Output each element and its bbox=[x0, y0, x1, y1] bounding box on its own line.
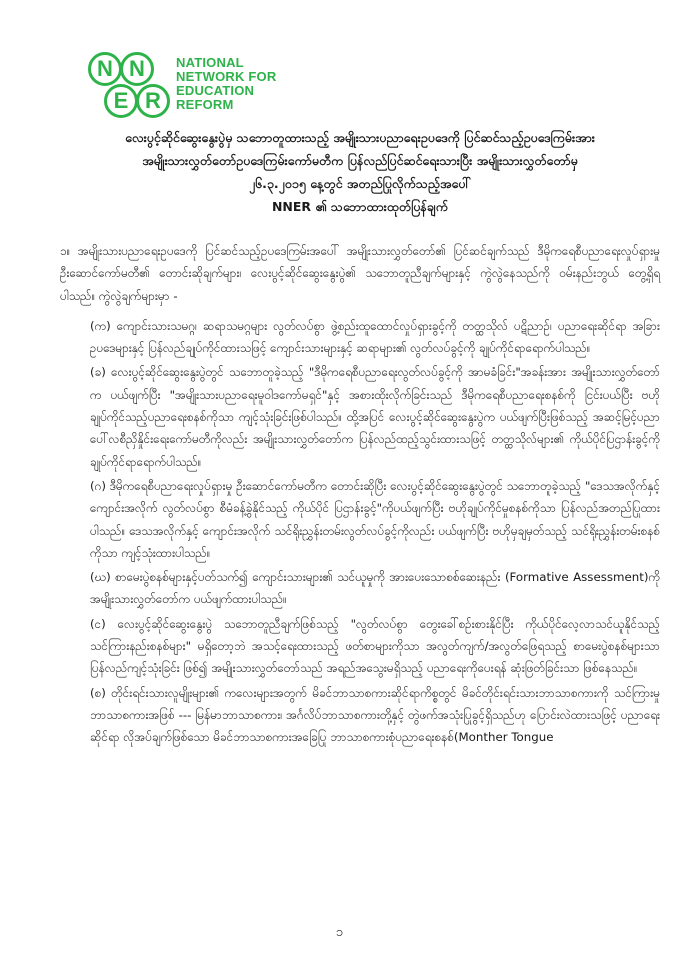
logo-letter-e: E bbox=[104, 84, 138, 118]
logo-letter-n2: N bbox=[120, 52, 154, 86]
list-item-ka: (က) ကျောင်းသားသမဂ္ဂ၊ ဆရာသမဂ္ဂများ လွတ်လပ်စွာ ဖွဲ့စည်းထူထောင်လှုပ်ရှားခွင့်ကို တတ္ထသိုလ် ပဋိညာဉ်၊ ပညာရေးဆိုင်ရာ အခြားဥပဒေများနှင့် ပြန်လည်ချုပ်ကိုင်ထားသဖြင့် ကျောင်းသားများနှင့် ဆရာများ၏ လွတ်လပ်ခွင့်ကို ချုပ်ကိုင်ရာရောက်ပါသည်။ bbox=[90, 318, 660, 356]
logo-line-4: REFORM bbox=[176, 97, 234, 112]
heading-line-4: NNER ၏ သဘောထားထုတ်ပြန်ချက် bbox=[271, 199, 449, 214]
logo-line-2: NETWORK FOR bbox=[176, 69, 277, 84]
list-item-sa: (စ) တိုင်းရင်းသားလူမျိုးများ၏ ကလေးများအတွက် မိခင်ဘာသာစကားဆိုင်ရာကိစ္စတွင် မိခင်တိုင်းရင်းသားဘာသာစကားကို သင်ကြားမှုဘာသာစကားအဖြစ် --- မြန်မာဘာသာစကား၊ အင်္ဂလိပ်ဘာသာစကားတို့နှင့် တွဲဖက်အသုံးပြုခွင့်ရှိသည်ဟု ပြောင်းလဲထားသဖြင့် ပညာရေးဆိုင်ရာ လိုအပ်ချက်ဖြစ်သော မိခင်ဘာသာစကားအခြေပြု ဘာသာစကားစုံပညာရေးစနစ်(Monther Tongue bbox=[90, 685, 660, 745]
logo-line-3: EDUCATION bbox=[176, 83, 255, 98]
heading-line-1: လေးပွင့်ဆိုင်ဆွေးနွေးပွဲမှ သဘောတူထားသည့် အမျိုးသားပညာရေးဥပဒေကို ပြင်ဆင်သည့်ဥပဒေကြမ်းအား bbox=[125, 130, 595, 145]
list-item-nga: (င) လေးပွင့်ဆိုင်ဆွေးနွေးပွဲ သဘောတူညီချက်ဖြစ်သည့် "လွတ်လပ်စွာ တွေးခေါ်စဉ်းစားနိုင်ပြီး ကိုယ်ပိုင်လေ့လာသင်ယူနိုင်သည့် သင်ကြားနည်းစနစ်များ" မရှိတော့ဘဲ အသင့်ရေးထားသည့် ဖတ်စာများကိုသာ အလွတ်ကျက်/အလွတ်ဖြေရသည့် စာမေးပွဲစနစ်များသာ ပြန်လည်ကျင့်သုံးခြင်း ဖြစ်၍ အမျိုးသားလွှတ်တော်သည် အရည်အသွေးမရှိသည့် ပညာရေးကိုပေးရန် ဆုံးဖြတ်ခြင်းသာ ဖြစ်နေသည်။ bbox=[90, 616, 660, 676]
document-body bbox=[60, 240, 660, 751]
logo-letter-n1: N bbox=[88, 52, 122, 86]
page-number: ၁ bbox=[335, 925, 344, 940]
heading-line-2: အမျိုးသားလွှတ်တော်ဥပဒေကြမ်းကော်မတီက ပြန်လည်ပြင်ဆင်ရေးသားပြီး အမျိုးသားလွှတ်တော်မှ bbox=[142, 153, 578, 168]
intro-paragraph: ၁။ အမျိုးသားပညာရေးဥပဒေကို ပြင်ဆင်သည့်ဥပဒေကြမ်းအပေါ် အမျိုးသားလွှတ်တော်၏ ပြင်ဆင်ချက်သည် ဒီမိုကရေစီပညာရေးလှုပ်ရှားမှု ဦးဆောင်ကော်မတီ၏ တောင်းဆိုချက်များ၊ လေးပွင့်ဆိုင်ဆွေးနွေးပွဲ၏ သဘောတူညီချက်များနှင့် ကွဲလွဲနေသည်ကို ဝမ်းနည်းဘွယ် တွေ့ရှိရပါသည်။ ကွဲလွဲချက်များမှာ - bbox=[60, 244, 660, 303]
logo-letter-r: R bbox=[136, 84, 170, 118]
logo-line-1: NATIONAL bbox=[176, 55, 244, 70]
logo-wordmark bbox=[176, 56, 276, 112]
nner-logo bbox=[84, 46, 344, 126]
list-item-kha: (ခ) လေးပွင့်ဆိုင်ဆွေးနွေးပွဲတွင် သဘောတူခဲ့သည့် "ဒီမိုကရေစီပညာရေးလွတ်လပ်ခွင့်ကို အာမခံခြင်း"အခန်းအား အမျိုးသားလွှတ်တော်က ပယ်ဖျက်ပြီး "အမျိုးသားပညာရေးမူဝါဒကော်မရှင်"နှင့် အစားထိုးလိုက်ခြင်းသည် ဒီမိုကရေစီပညာရေးစနစ်ကို ငြင်းပယ်ပြီး ဗဟိုချုပ်ကိုင်သည့်ပညာရေးစနစ်ကိုသာ ကျင့်သုံးခြင်းဖြစ်ပါသည်။ ထို့အပြင် လေးပွင့်ဆိုင်ဆွေးနွေးပွဲက ပယ်ဖျက်ပြီးဖြစ်သည့် အဆင့်မြင့်ပညာ ပေါ်လစီညှိနှိုင်းရေးကော်မတီကိုလည်း အမျိုးသားလွှတ်တော်က ပြန်လည်ထည့်သွင်းထားသဖြင့် တတ္ထသိုလ်များ၏ ကိုယ်ပိုင်ပြဌာန်းခွင့်ကို ချုပ်ကိုင်ရာရောက်ပါသည်။ bbox=[90, 365, 660, 469]
list-item-ga: (ဂ) ဒီမိုကရေစီပညာရေးလှုပ်ရှားမှု ဦးဆောင်ကော်မတီက တောင်းဆိုပြီး လေးပွင့်ဆိုင်ဆွေးနွေးပွဲတွင် သဘောတူခဲ့သည့် "ဒေသအလိုက်နှင့် ကျောင်းအလိုက် လွတ်လပ်စွာ စီမံခန့်ခွဲနိုင်သည့် ကိုယ်ပိုင် ပြဌာန်းခွင့်"ကိုပယ်ဖျက်ပြီး ဗဟိုချုပ်ကိုင်မှုစနစ်ကိုသာ ပြန်လည်အတည်ပြုထားပါသည်။ ဒေသအလိုက်နှင့် ကျောင်းအလိုက် သင်ရိုးညွှန်းတမ်းလွတ်လပ်ခွင့်ကိုလည်း ပယ်ဖျက်ပြီး ဗဟိုမှချမှတ်သည့် သင်ရိုးညွှန်းတမ်းစနစ်ကိုသာ ကျင့်သုံးထားပါသည်။ bbox=[90, 478, 660, 560]
heading-line-3: ၂၆.၃.၂၀၁၅ နေ့တွင် အတည်ပြုလိုက်သည့်အပေါ် bbox=[248, 176, 472, 191]
document-heading bbox=[60, 126, 660, 218]
list-item-gha: (ဃ) စာမေးပွဲစနစ်များနှင့်ပတ်သက်၍ ကျောင်းသားများ၏ သင်ယူမှုကို အားပေးသောစစ်ဆေးနည်း (Formative Assessment)ကို အမျိုးသားလွှတ်တော်က ပယ်ဖျက်ထားပါသည်။ bbox=[90, 570, 660, 607]
logo-circles bbox=[84, 46, 174, 126]
